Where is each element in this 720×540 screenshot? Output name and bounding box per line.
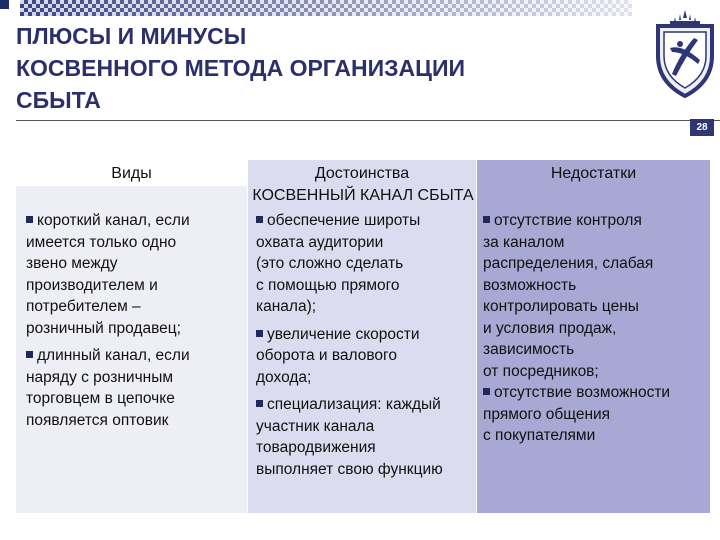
header-advantages: Достоинства <box>248 160 476 186</box>
title-divider <box>16 120 720 121</box>
bullet-icon <box>26 351 33 358</box>
university-crest-icon <box>650 4 720 100</box>
list-item-line: возможность <box>483 276 577 294</box>
list-item: обеспечение широты <box>256 210 443 232</box>
list-item-line: канала); <box>256 298 317 315</box>
list-item-line: с помощью прямого <box>256 276 400 294</box>
list-item: короткий канал, если <box>26 210 190 232</box>
list-item-line: оборота и валового <box>256 347 397 364</box>
list-item: отсутствие возможности <box>483 382 670 404</box>
list-item-line: зависимость <box>483 341 575 358</box>
list-item-line: товародвижения <box>256 439 376 456</box>
list-item-line: прямого общения <box>483 405 611 423</box>
list-item-line: от посредников; <box>483 362 599 380</box>
section-title: КОСВЕННЫЙ КАНАЛ СБЫТА <box>252 187 474 204</box>
list-item-line: и условия продаж, <box>483 319 617 337</box>
list-item-line: наряду с розничным <box>26 368 174 386</box>
list-item-line: за каналом <box>483 233 565 251</box>
list-item-line: с покупателями <box>483 427 596 444</box>
header-disadvantages: Недостатки <box>477 160 710 186</box>
list-item-line: имеется только одно <box>26 233 177 251</box>
list-item-line: охвата аудитории <box>256 233 384 251</box>
bullet-icon <box>256 400 263 407</box>
list-item-line: дохода; <box>256 368 312 386</box>
header-types: Виды <box>16 160 247 186</box>
title-line-3: СБЫТА <box>16 87 101 113</box>
bullet-icon <box>483 216 490 223</box>
disadvantages-cell <box>483 210 670 447</box>
title-line-1: ПЛЮСЫ И МИНУСЫ <box>16 23 247 49</box>
types-cell <box>26 210 190 431</box>
list-item-line: выполняет свою функцию <box>256 460 443 478</box>
header-checker-pattern <box>20 0 632 16</box>
title-line-2: КОСВЕННОГО МЕТОДА ОРГАНИЗАЦИИ <box>16 55 466 81</box>
list-item-line: звено между <box>26 255 118 272</box>
advantages-cell <box>256 210 443 480</box>
bullet-icon <box>256 330 263 337</box>
list-item-line: (это сложно сделать <box>256 255 404 272</box>
list-item-line: распределения, слабая <box>483 255 654 272</box>
bullet-icon <box>256 216 263 223</box>
list-item: увеличение скорости <box>256 324 443 346</box>
list-item-line: торговцем в цепочке <box>26 390 175 407</box>
list-item-line: производителем и <box>26 276 158 294</box>
slide-title <box>16 20 616 116</box>
list-item: отсутствие контроля <box>483 210 670 232</box>
list-item-line: появляется оптовик <box>26 411 169 429</box>
list-item-line: потребителем – <box>26 298 141 315</box>
list-item-line: участник канала <box>256 417 375 435</box>
bullet-icon <box>26 216 33 223</box>
list-item: специализация: каждый <box>256 394 443 416</box>
list-item-line: розничный продавец; <box>26 319 181 337</box>
page-number-badge: 28 <box>690 119 714 136</box>
list-item-line: контролировать цены <box>483 298 639 315</box>
list-item: длинный канал, если <box>26 345 190 367</box>
corner-square <box>0 0 9 9</box>
bullet-icon <box>483 388 490 395</box>
